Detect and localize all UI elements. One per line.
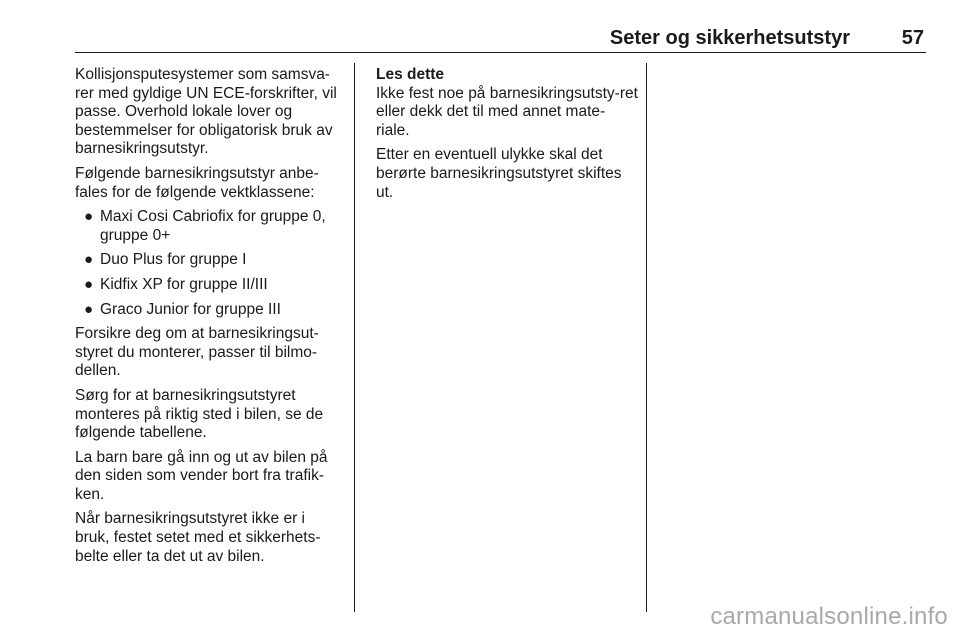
section-title: Seter og sikkerhetsutstyr — [609, 27, 850, 49]
note-text: Ikke fest noe på barnesikringsutsty-ret eller dekk det til med annet mate-riale. — [376, 84, 638, 139]
left-column — [75, 66, 343, 572]
note-title: Les dette — [376, 66, 445, 83]
page-number: 57 — [901, 27, 924, 49]
list-item — [75, 301, 343, 320]
column-divider — [354, 63, 355, 612]
watermark: carmanualsonline.info — [710, 603, 948, 630]
paragraph-traffic-side: La barn bare gå inn og ut av bilen på den siden som vender bort fra trafik-ken. — [75, 448, 328, 503]
list-item-text: Graco Junior for gruppe III — [100, 300, 281, 318]
recommended-seats-list — [75, 208, 343, 319]
bullet-icon: ● — [84, 275, 94, 293]
list-item — [75, 276, 343, 295]
list-item — [75, 208, 343, 245]
list-item-text: Maxi Cosi Cabriofix for gruppe 0, gruppe 0+ — [100, 208, 326, 244]
page-header — [75, 26, 926, 53]
paragraph-model-fit: Forsikre deg om at barnesikringsut-styret du monterer, passer til bilmo-dellen. — [75, 325, 319, 380]
paragraph-not-in-use: Når barnesikringsutstyret ikke er i bruk, festet setet med et sikkerhets-belte eller ta det ut av bilen. — [75, 510, 321, 565]
column-divider — [646, 63, 647, 612]
paragraph-after-accident: Etter en eventuell ulykke skal det berørte barnesikringsutstyret skiftes ut. — [376, 146, 622, 201]
list-item-text: Kidfix XP for gruppe II/III — [100, 275, 268, 293]
paragraph-recommended-intro: Følgende barnesikringsutstyr anbe-fales for de følgende vektklassene: — [75, 164, 319, 201]
list-item-text: Duo Plus for gruppe I — [100, 251, 247, 269]
bullet-icon: ● — [84, 300, 94, 318]
paragraph-airbag-compat: Kollisjonsputesystemer som samsva-rer med gyldige UN ECE-forskrifter, vil passe. Overhold lokale lover og bestemmelser for obligatorisk bruk av barnesikringsutstyr. — [75, 66, 337, 158]
middle-column — [376, 66, 638, 208]
bullet-icon: ● — [84, 251, 94, 269]
paragraph-mounting-place: Sørg for at barnesikringsutstyret monteres på riktig sted i bilen, se de følgende tabellene. — [75, 386, 324, 442]
bullet-icon: ● — [84, 208, 94, 226]
list-item — [75, 251, 343, 270]
